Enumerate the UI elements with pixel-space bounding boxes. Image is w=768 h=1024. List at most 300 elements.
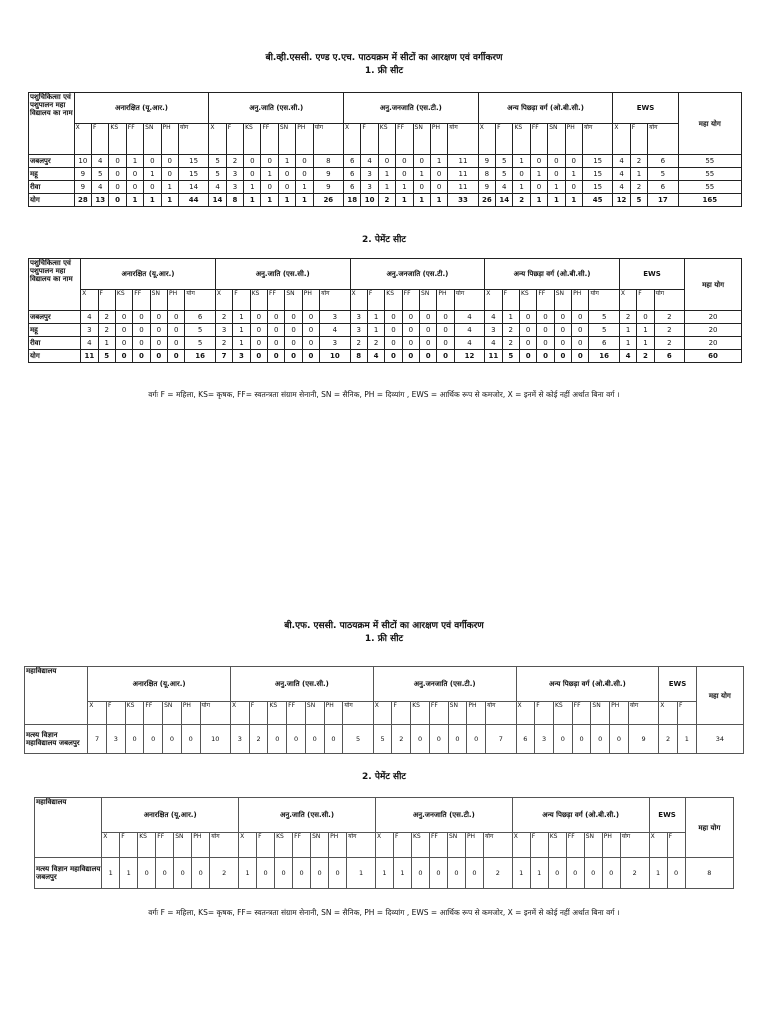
seat-count-cell: 2 xyxy=(630,155,647,168)
subcategory-header: FF xyxy=(530,124,547,155)
subcategory-header: PH xyxy=(329,833,347,858)
table-row xyxy=(29,337,742,350)
subcategory-header: योग xyxy=(582,124,612,155)
seat-count-cell: 0 xyxy=(447,858,465,889)
obc-group-header: अन्य पिछड़ा वर्ग (ओ.बी.सी.) xyxy=(478,93,613,124)
sc-group-header: अनु.जाति (एस.सी.) xyxy=(209,93,344,124)
seat-count-cell: 0 xyxy=(257,858,275,889)
subcategory-header: X xyxy=(485,290,502,311)
seat-count-cell: 0 xyxy=(268,324,285,337)
seat-count-cell: 10 xyxy=(200,725,230,754)
subcategory-header: FF xyxy=(572,702,591,725)
seat-count-cell: 0 xyxy=(125,725,144,754)
seat-count-cell: 4 xyxy=(485,337,502,350)
seat-count-cell: 13 xyxy=(92,194,109,207)
seat-count-cell: 3 xyxy=(231,725,250,754)
seat-count-cell: 2 xyxy=(620,858,649,889)
college-name: जबलपुर xyxy=(29,311,81,324)
subcategory-header: SN xyxy=(448,702,467,725)
subcategory-header: X xyxy=(619,290,636,311)
seat-count-cell: 0 xyxy=(437,324,454,337)
seat-count-cell: 5 xyxy=(209,155,226,168)
seat-count-cell: 0 xyxy=(513,168,530,181)
seat-count-cell: 17 xyxy=(648,194,678,207)
seat-count-cell: 20 xyxy=(685,324,742,337)
seat-count-cell: 0 xyxy=(402,337,419,350)
subcategory-header: F xyxy=(530,833,548,858)
seat-count-cell: 4 xyxy=(92,155,109,168)
seat-count-cell: 0 xyxy=(161,155,178,168)
grand-total-header: महा योग xyxy=(678,93,741,155)
seat-count-cell: 0 xyxy=(181,725,200,754)
seat-count-cell: 4 xyxy=(81,311,98,324)
subcategory-header: X xyxy=(375,833,393,858)
seat-count-cell: 3 xyxy=(226,181,243,194)
subcategory-header: F xyxy=(535,702,554,725)
seat-count-cell: 0 xyxy=(465,858,483,889)
seat-count-cell: 0 xyxy=(250,311,267,324)
seat-count-cell: 5 xyxy=(589,324,619,337)
seat-count-cell: 0 xyxy=(250,350,267,363)
seat-count-cell: 0 xyxy=(402,324,419,337)
subcategory-header: योग xyxy=(620,833,649,858)
subcategory-header: F xyxy=(637,290,654,311)
seat-count-cell: 1 xyxy=(619,324,636,337)
seat-count-cell: 60 xyxy=(685,350,742,363)
subcategory-header: F xyxy=(630,124,647,155)
subcategory-header: SN xyxy=(163,702,182,725)
seat-count-cell: 15 xyxy=(582,168,612,181)
subcategory-header: X xyxy=(215,290,232,311)
seat-count-cell: 5 xyxy=(185,337,215,350)
seat-count-cell: 0 xyxy=(115,350,132,363)
seat-count-cell: 4 xyxy=(320,324,350,337)
seat-count-cell: 0 xyxy=(584,858,602,889)
seat-count-cell: 1 xyxy=(261,168,278,181)
subcategory-header: KS xyxy=(553,702,572,725)
subcategory-header: योग xyxy=(313,124,343,155)
seat-count-cell: 20 xyxy=(685,311,742,324)
seat-count-cell: 2 xyxy=(637,350,654,363)
college-name: योग xyxy=(29,350,81,363)
bfsc-free-title: 1. फ्री सीट xyxy=(364,634,404,644)
seat-count-cell: 0 xyxy=(572,311,589,324)
seat-count-cell: 0 xyxy=(402,311,419,324)
seat-count-cell: 0 xyxy=(261,181,278,194)
seat-count-cell: 1 xyxy=(278,194,295,207)
seat-count-cell: 7 xyxy=(88,725,107,754)
subcategory-header: योग xyxy=(654,290,684,311)
subcategory-header: योग xyxy=(178,124,208,155)
seat-count-cell: 4 xyxy=(81,337,98,350)
seat-count-cell: 3 xyxy=(350,324,367,337)
seat-count-cell: 1 xyxy=(378,181,395,194)
bvsc-free-title: 1. फ्री सीट xyxy=(364,66,404,76)
seat-count-cell: 4 xyxy=(619,350,636,363)
seat-count-cell: 1 xyxy=(430,194,447,207)
seat-count-cell: 0 xyxy=(572,725,591,754)
subcategory-header: X xyxy=(478,124,495,155)
seat-count-cell: 1 xyxy=(396,194,413,207)
seat-count-cell: 2 xyxy=(215,311,232,324)
seat-count-cell: 2 xyxy=(654,324,684,337)
subcategory-header: X xyxy=(74,124,91,155)
subcategory-header: F xyxy=(98,290,115,311)
seat-count-cell: 0 xyxy=(413,181,430,194)
seat-count-cell: 0 xyxy=(565,155,582,168)
seat-count-cell: 0 xyxy=(667,858,685,889)
seat-count-cell: 0 xyxy=(109,168,126,181)
seat-count-cell: 1 xyxy=(513,155,530,168)
seat-count-cell: 0 xyxy=(537,324,554,337)
subcategory-header: KS xyxy=(548,833,566,858)
college-name: मत्स्य विज्ञान महाविद्यालय जबलपुर xyxy=(35,858,102,889)
seat-count-cell: 1 xyxy=(98,337,115,350)
ews-group-header: EWS xyxy=(649,798,685,833)
seat-count-cell: 2 xyxy=(619,311,636,324)
bvsc-legend: वर्गः F = महिला, KS= कृषक, FF= स्वतन्त्रता संग्राम सेनानी, SN = सैनिक, PH = दिव्यांग , EWS = आर्थिक रूप से कमजोर, X = इनमें से कोई नहीं अर्थात बिना वर्ग । xyxy=(148,390,620,399)
subcategory-header: FF xyxy=(566,833,584,858)
subcategory-header: PH xyxy=(161,124,178,155)
seat-count-cell: 0 xyxy=(261,155,278,168)
seat-count-cell: 0 xyxy=(250,324,267,337)
seat-count-cell: 9 xyxy=(74,181,91,194)
subcategory-header: PH xyxy=(296,124,313,155)
seat-count-cell: 4 xyxy=(454,324,484,337)
seat-count-cell: 4 xyxy=(361,155,378,168)
college-name-header: महाविद्यालय xyxy=(25,667,88,725)
subcategory-header: योग xyxy=(648,124,678,155)
seat-count-cell: 10 xyxy=(320,350,350,363)
seat-count-cell: 1 xyxy=(530,858,548,889)
seat-count-cell: 8 xyxy=(226,194,243,207)
college-name-header: पशुचिकित्सा एवं पशुपालन महा विद्यालय का नाम xyxy=(29,93,75,155)
ur-group-header: अनारक्षित (यू.आर.) xyxy=(74,93,209,124)
st-group-header: अनु.जनजाति (एस.टी.) xyxy=(344,93,479,124)
seat-count-cell: 6 xyxy=(344,155,361,168)
subcategory-header: KS xyxy=(250,290,267,311)
seat-count-cell: 0 xyxy=(168,337,185,350)
seat-count-cell: 0 xyxy=(519,337,536,350)
subcategory-header: X xyxy=(88,702,107,725)
subcategory-header: FF xyxy=(293,833,311,858)
seat-count-cell: 9 xyxy=(478,155,495,168)
seat-count-cell: 9 xyxy=(628,725,658,754)
seat-count-cell: 0 xyxy=(411,858,429,889)
seat-count-cell: 2 xyxy=(98,324,115,337)
subcategory-header: X xyxy=(649,833,667,858)
seat-count-cell: 0 xyxy=(109,181,126,194)
seat-count-cell: 3 xyxy=(485,324,502,337)
seat-count-cell: 3 xyxy=(361,181,378,194)
subcategory-header: SN xyxy=(144,124,161,155)
seat-count-cell: 1 xyxy=(619,337,636,350)
seat-count-cell: 0 xyxy=(402,350,419,363)
seat-count-cell: 0 xyxy=(572,337,589,350)
seat-count-cell: 0 xyxy=(168,350,185,363)
ur-group-header: अनारक्षित (यू.आर.) xyxy=(102,798,239,833)
seat-count-cell: 44 xyxy=(178,194,208,207)
seat-count-cell: 0 xyxy=(566,858,584,889)
seat-count-cell: 0 xyxy=(296,168,313,181)
seat-count-cell: 3 xyxy=(226,168,243,181)
subcategory-header: F xyxy=(249,702,268,725)
seat-count-cell: 2 xyxy=(630,181,647,194)
table-row xyxy=(29,194,742,207)
seat-count-cell: 0 xyxy=(133,337,150,350)
seat-count-cell: 0 xyxy=(115,311,132,324)
subcategory-header: SN xyxy=(305,702,324,725)
seat-count-cell: 0 xyxy=(430,181,447,194)
subcategory-header: PH xyxy=(192,833,210,858)
subcategory-header: X xyxy=(613,124,630,155)
table-row xyxy=(35,858,734,889)
sc-group-header: अनु.जाति (एस.सी.) xyxy=(239,798,376,833)
seat-count-cell: 1 xyxy=(548,194,565,207)
seat-count-cell: 1 xyxy=(120,858,138,889)
seat-count-cell: 0 xyxy=(133,324,150,337)
seat-count-cell: 20 xyxy=(685,337,742,350)
subcategory-header: FF xyxy=(537,290,554,311)
bfsc-payment-title: 2. पेमेंट सीट xyxy=(362,772,406,782)
subcategory-header: F xyxy=(367,290,384,311)
college-name: जबलपुर xyxy=(29,155,75,168)
subcategory-header: F xyxy=(393,833,411,858)
subcategory-header: SN xyxy=(413,124,430,155)
seat-count-cell: 9 xyxy=(313,168,343,181)
subcategory-header: KS xyxy=(244,124,261,155)
seat-count-cell: 34 xyxy=(696,725,743,754)
seat-count-cell: 0 xyxy=(565,181,582,194)
subcategory-header: PH xyxy=(302,290,319,311)
seat-count-cell: 15 xyxy=(178,155,208,168)
seat-count-cell: 0 xyxy=(537,311,554,324)
subcategory-header: योग xyxy=(210,833,239,858)
seat-count-cell: 2 xyxy=(502,337,519,350)
seat-count-cell: 0 xyxy=(268,337,285,350)
seat-count-cell: 2 xyxy=(367,337,384,350)
seat-count-cell: 1 xyxy=(548,181,565,194)
seat-count-cell: 0 xyxy=(385,350,402,363)
seat-count-cell: 0 xyxy=(133,350,150,363)
seat-count-cell: 0 xyxy=(548,155,565,168)
seat-count-cell: 33 xyxy=(448,194,478,207)
seat-count-cell: 0 xyxy=(554,324,571,337)
seat-count-cell: 11 xyxy=(485,350,502,363)
seat-count-cell: 1 xyxy=(513,181,530,194)
seat-count-cell: 6 xyxy=(648,155,678,168)
seat-count-cell: 1 xyxy=(126,194,143,207)
seat-count-cell: 1 xyxy=(677,725,696,754)
subcategory-header: SN xyxy=(150,290,167,311)
seat-count-cell: 0 xyxy=(150,311,167,324)
seat-count-cell: 2 xyxy=(215,337,232,350)
subcategory-header: F xyxy=(392,702,411,725)
seat-count-cell: 1 xyxy=(378,168,395,181)
seat-count-cell: 11 xyxy=(448,168,478,181)
subcategory-header: FF xyxy=(261,124,278,155)
seat-count-cell: 2 xyxy=(98,311,115,324)
ews-group-header: EWS xyxy=(613,93,678,124)
subcategory-header: F xyxy=(226,124,243,155)
seat-count-cell: 0 xyxy=(150,324,167,337)
grand-total-header: महा योग xyxy=(685,259,742,311)
seat-count-cell: 0 xyxy=(610,725,629,754)
subcategory-header: F xyxy=(502,290,519,311)
seat-count-cell: 0 xyxy=(378,155,395,168)
seat-count-cell: 0 xyxy=(467,725,486,754)
seat-count-cell: 9 xyxy=(74,168,91,181)
seat-count-cell: 8 xyxy=(313,155,343,168)
seat-count-cell: 3 xyxy=(215,324,232,337)
seat-count-cell: 0 xyxy=(429,725,448,754)
seat-count-cell: 9 xyxy=(478,181,495,194)
ews-group-header: EWS xyxy=(619,259,684,290)
seat-count-cell: 0 xyxy=(548,168,565,181)
seat-count-cell: 0 xyxy=(396,155,413,168)
seat-count-cell: 0 xyxy=(420,350,437,363)
subcategory-header: KS xyxy=(519,290,536,311)
seat-count-cell: 1 xyxy=(244,181,261,194)
subcategory-header: योग xyxy=(448,124,478,155)
subcategory-header: SN xyxy=(447,833,465,858)
subcategory-header: KS xyxy=(268,702,287,725)
ur-group-header: अनारक्षित (यू.आर.) xyxy=(88,667,231,702)
seat-count-cell: 4 xyxy=(454,337,484,350)
subcategory-header: F xyxy=(667,833,685,858)
seat-count-cell: 3 xyxy=(81,324,98,337)
subcategory-header: KS xyxy=(109,124,126,155)
seat-count-cell: 0 xyxy=(285,337,302,350)
seat-count-cell: 5 xyxy=(209,168,226,181)
subcategory-header: योग xyxy=(343,702,373,725)
seat-count-cell: 0 xyxy=(285,350,302,363)
obc-group-header: अन्य पिछड़ा वर्ग (ओ.बी.सी.) xyxy=(512,798,649,833)
seat-count-cell: 0 xyxy=(385,311,402,324)
seat-count-cell: 0 xyxy=(285,324,302,337)
seat-count-cell: 0 xyxy=(553,725,572,754)
seat-count-cell: 6 xyxy=(344,181,361,194)
subcategory-header: KS xyxy=(513,124,530,155)
table-row xyxy=(29,168,742,181)
seat-count-cell: 0 xyxy=(126,181,143,194)
subcategory-header: X xyxy=(512,833,530,858)
seat-count-cell: 0 xyxy=(437,311,454,324)
seat-count-cell: 1 xyxy=(430,155,447,168)
subcategory-header: FF xyxy=(268,290,285,311)
seat-count-cell: 0 xyxy=(156,858,174,889)
subcategory-header: F xyxy=(120,833,138,858)
seat-count-cell: 0 xyxy=(244,155,261,168)
subcategory-header: SN xyxy=(584,833,602,858)
seat-count-cell: 3 xyxy=(106,725,125,754)
seat-count-cell: 55 xyxy=(678,181,741,194)
seat-count-cell: 0 xyxy=(420,311,437,324)
seat-count-cell: 0 xyxy=(268,350,285,363)
seat-count-cell: 2 xyxy=(210,858,239,889)
seat-count-cell: 0 xyxy=(437,337,454,350)
seat-count-cell: 0 xyxy=(174,858,192,889)
seat-count-cell: 1 xyxy=(161,194,178,207)
college-name-header: महाविद्यालय xyxy=(35,798,102,858)
grand-total-header: महा योग xyxy=(685,798,733,858)
subcategory-header: FF xyxy=(287,702,306,725)
subcategory-header: योग xyxy=(347,833,376,858)
subcategory-header: PH xyxy=(324,702,343,725)
obc-group-header: अन्य पिछड़ा वर्ग (ओ.बी.सी.) xyxy=(485,259,620,290)
subcategory-header: X xyxy=(344,124,361,155)
seat-count-cell: 0 xyxy=(519,324,536,337)
seat-count-cell: 1 xyxy=(144,194,161,207)
bvsc-free-seat-table xyxy=(28,92,742,207)
seat-count-cell: 1 xyxy=(565,168,582,181)
subcategory-header: X xyxy=(209,124,226,155)
seat-count-cell: 7 xyxy=(486,725,516,754)
seat-count-cell: 1 xyxy=(296,194,313,207)
seat-count-cell: 8 xyxy=(350,350,367,363)
table-row xyxy=(29,324,742,337)
seat-count-cell: 0 xyxy=(548,858,566,889)
seat-count-cell: 0 xyxy=(302,311,319,324)
ews-group-header: EWS xyxy=(659,667,696,702)
seat-count-cell: 0 xyxy=(115,337,132,350)
seat-count-cell: 0 xyxy=(109,155,126,168)
seat-count-cell: 3 xyxy=(320,311,350,324)
subcategory-header: SN xyxy=(174,833,192,858)
subcategory-header: FF xyxy=(133,290,150,311)
subcategory-header: KS xyxy=(411,833,429,858)
seat-count-cell: 1 xyxy=(512,858,530,889)
seat-count-cell: 10 xyxy=(361,194,378,207)
seat-count-cell: 0 xyxy=(293,858,311,889)
seat-count-cell: 6 xyxy=(654,350,684,363)
seat-count-cell: 0 xyxy=(192,858,210,889)
college-name: महू xyxy=(29,324,81,337)
seat-count-cell: 2 xyxy=(513,194,530,207)
subcategory-header: KS xyxy=(115,290,132,311)
seat-count-cell: 0 xyxy=(554,350,571,363)
seat-count-cell: 1 xyxy=(233,311,250,324)
seat-count-cell: 5 xyxy=(630,194,647,207)
ur-group-header: अनारक्षित (यू.आर.) xyxy=(81,259,216,290)
sc-group-header: अनु.जाति (एस.सी.) xyxy=(231,667,374,702)
subcategory-header: KS xyxy=(125,702,144,725)
seat-count-cell: 5 xyxy=(496,168,513,181)
subcategory-header: FF xyxy=(396,124,413,155)
seat-count-cell: 0 xyxy=(537,337,554,350)
seat-count-cell: 1 xyxy=(233,337,250,350)
seat-count-cell: 16 xyxy=(185,350,215,363)
seat-count-cell: 1 xyxy=(530,194,547,207)
seat-count-cell: 0 xyxy=(268,725,287,754)
seat-count-cell: 16 xyxy=(589,350,619,363)
seat-count-cell: 1 xyxy=(413,168,430,181)
seat-count-cell: 1 xyxy=(367,324,384,337)
seat-count-cell: 18 xyxy=(344,194,361,207)
seat-count-cell: 0 xyxy=(109,194,126,207)
seat-count-cell: 2 xyxy=(502,324,519,337)
seat-count-cell: 0 xyxy=(163,725,182,754)
seat-count-cell: 45 xyxy=(582,194,612,207)
subcategory-header: योग xyxy=(320,290,350,311)
seat-count-cell: 0 xyxy=(168,311,185,324)
seat-count-cell: 2 xyxy=(350,337,367,350)
subcategory-header: FF xyxy=(156,833,174,858)
bfsc-legend: वर्गः F = महिला, KS= कृषक, FF= स्वतन्त्रता संग्राम सेनानी, SN = सैनिक, PH = दिव्यांग , EWS = आर्थिक रूप से कमजोर, X = इनमें से कोई नहीं अर्थात बिना वर्ग । xyxy=(148,908,620,917)
subcategory-header: योग xyxy=(200,702,230,725)
seat-count-cell: 15 xyxy=(178,168,208,181)
subcategory-header: F xyxy=(257,833,275,858)
